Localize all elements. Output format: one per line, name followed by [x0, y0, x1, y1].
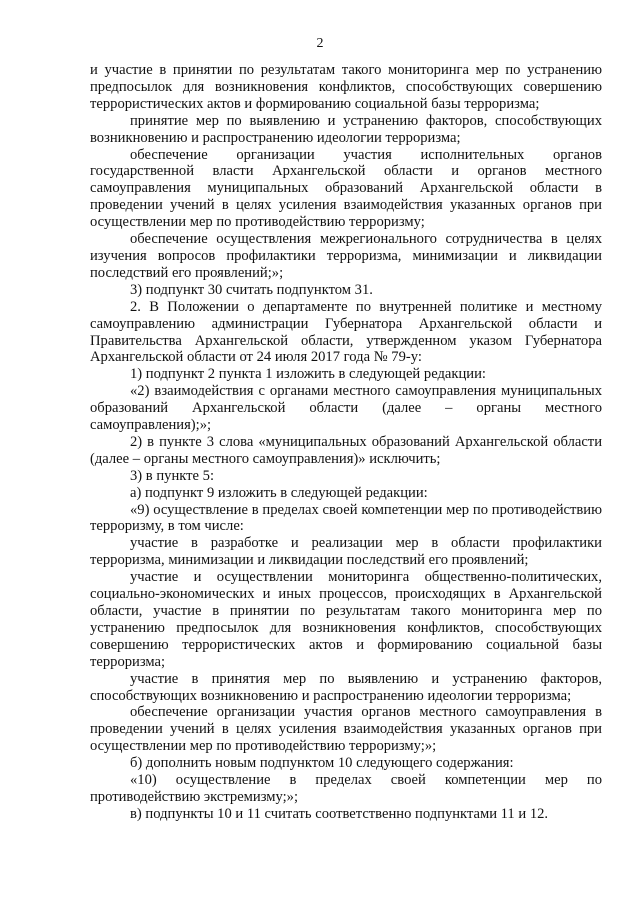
paragraph: 1) подпункт 2 пункта 1 изложить в следующей редакции: [130, 366, 486, 383]
paragraph: а) подпункт 9 изложить в следующей редакции: [130, 484, 428, 501]
paragraph: принятие мер по выявлению и устранению факторов, способствующих возникновению и распространению идеологии терроризма; [90, 112, 602, 146]
paragraph: в) подпункты 10 и 11 считать соответственно подпунктами 11 и 12. [130, 805, 549, 822]
paragraph: 3) в пункте 5: [130, 467, 215, 484]
paragraph: обеспечение организации участия исполнительных органов государственной власти Архангельской области и органов местного самоуправления муниципальных образований Архангельской области в проведении учений в целях усиления взаимодействия указанных органов при осуществлении мер по противодействию терроризму; [90, 146, 602, 231]
paragraph: «9) осуществление в пределах своей компетенции мер по противодействию терроризму, в том числе: [90, 501, 602, 535]
document-body [90, 62, 602, 823]
paragraph: 2) в пункте 3 слова «муниципальных образований Архангельской области (далее – органы местного самоуправления)» исключить; [90, 433, 602, 467]
paragraph: «2) взаимодействия с органами местного самоуправления муниципальных образований Архангельской области (далее – органы местного самоуправления);»; [90, 383, 602, 434]
paragraph: 2. В Положении о департаменте по внутренней политике и местному самоуправлению администрации Губернатора Архангельской области и Правительства Архангельской области, утвержденном указом Губернатора Архангельской области от 24 июля 2017 года № 79-у: [90, 298, 602, 366]
page-number: 2 [316, 36, 324, 51]
paragraph: «10) осуществление в пределах своей компетенции мер по противодействию экстремизму;»; [90, 772, 602, 805]
paragraph: обеспечение осуществления межрегионального сотрудничества в целях изучения вопросов профилактики терроризма, минимизации и ликвидации последствий его проявлений;»; [90, 231, 602, 281]
paragraph: и участие в принятии по результатам такого мониторинга мер по устранению предпосылок для возникновения конфликтов, способствующих совершению террористических актов и формированию социальной базы терроризма; [90, 62, 602, 112]
paragraph: 3) подпункт 30 считать подпунктом 31. [130, 281, 373, 298]
paragraph: обеспечение организации участия органов местного самоуправления в проведении учений в целях усиления взаимодействия указанных органов при осуществлении мер по противодействию терроризму;»; [90, 704, 602, 755]
paragraph: участие в разработке и реализации мер в области профилактики терроризма, минимизации и ликвидации последствий его проявлений; [90, 535, 602, 569]
paragraph: участие и осуществлении мониторинга общественно-политических, социально-экономических и иных процессов, происходящих в Архангельской области, участие в принятии по результатам такого мониторинга мер по устранению предпосылок для возникновения конфликтов, способствующих совершению террористических актов и формированию социальной базы терроризма; [90, 569, 602, 670]
paragraph: участие в принятия мер по выявлению и устранению факторов, способствующих возникновению и распространению идеологии терроризма; [90, 670, 602, 704]
paragraph: б) дополнить новым подпунктом 10 следующего содержания: [130, 755, 514, 772]
